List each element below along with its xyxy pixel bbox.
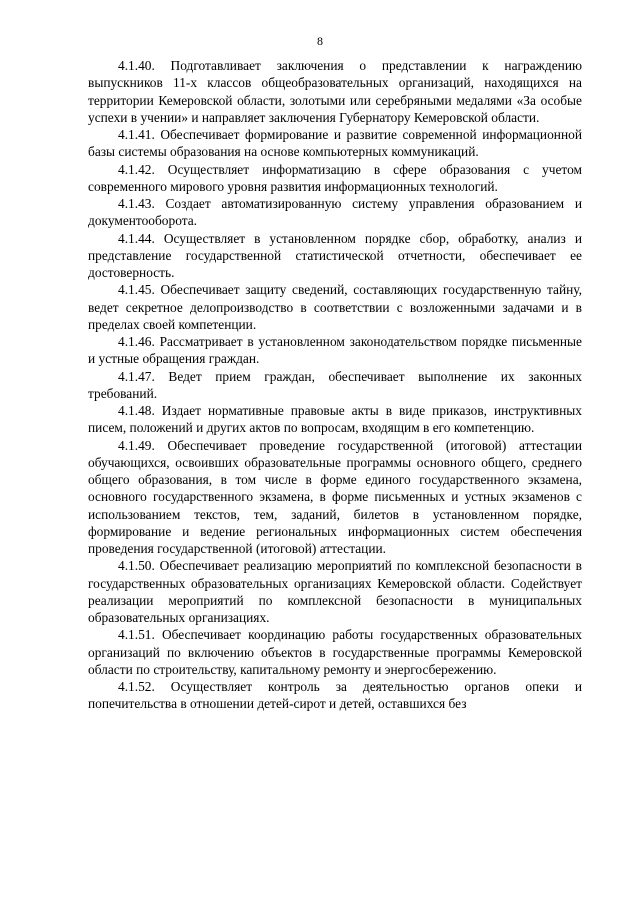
paragraph-4-1-51: 4.1.51. Обеспечивает координацию работы государственных образовательных организаций по включению объектов в государственные программы Кемеровской области по строительству, капитальному ремонту и энергосбережению. [88, 627, 582, 677]
paragraph-4-1-43: 4.1.43. Создает автоматизированную систему управления образованием и документооборота. [88, 196, 582, 229]
paragraph-4-1-49: 4.1.49. Обеспечивает проведение государственной (итоговой) аттестации обучающихся, освоивших образовательные программы основного общего, среднего общего образования, в том числе в форме единого государственного экзамена, основного государственного экзамена, в форме письменных и устных экзаменов с использованием текстов, тем, заданий, билетов в установленном порядке, формирование и ведение региональных информационных систем обеспечения проведения государственной (итоговой) аттестации. [88, 437, 582, 556]
document-body [88, 57, 582, 713]
paragraph-4-1-48: 4.1.48. Издает нормативные правовые акты в виде приказов, инструктивных писем, положений и других актов по вопросам, входящим в его компетенцию. [88, 403, 582, 436]
paragraph-4-1-50: 4.1.50. Обеспечивает реализацию мероприятий по комплексной безопасности в государственных образовательных организациях Кемеровской области. Содействует реализации мероприятий по комплексной безопасности в муниципальных образовательных организациях. [88, 558, 582, 625]
paragraph-4-1-40: 4.1.40. Подготавливает заключения о представлении к награждению выпускников 11-х классов общеобразовательных организаций, находящихся на территории Кемеровской области, золотыми или серебряными медалями «За особые успехи в учении» и направляет заключения Губернатору Кемеровской области. [88, 58, 582, 125]
paragraph-4-1-52: 4.1.52. Осуществляет контроль за деятельностью органов опеки и попечительства в отношении детей-сирот и детей, оставшихся без [88, 679, 582, 712]
paragraph-4-1-47: 4.1.47. Ведет прием граждан, обеспечивает выполнение их законных требований. [88, 368, 582, 401]
paragraph-4-1-45: 4.1.45. Обеспечивает защиту сведений, составляющих государственную тайну, ведет секретное делопроизводство в соответствии с возложенными задачами и в пределах своей компетенции. [88, 282, 582, 332]
paragraph-4-1-42: 4.1.42. Осуществляет информатизацию в сфере образования с учетом современного мирового уровня развития информационных технологий. [88, 161, 582, 194]
paragraph-4-1-44: 4.1.44. Осуществляет в установленном порядке сбор, обработку, анализ и представление государственной статистической отчетности, обеспечивает ее достоверность. [88, 230, 582, 280]
page-number: 8 [317, 34, 323, 48]
paragraph-4-1-46: 4.1.46. Рассматривает в установленном законодательством порядке письменные и устные обращения граждан. [88, 334, 582, 367]
paragraph-4-1-41: 4.1.41. Обеспечивает формирование и развитие современной информационной базы системы образования на основе компьютерных коммуникаций. [88, 127, 582, 160]
